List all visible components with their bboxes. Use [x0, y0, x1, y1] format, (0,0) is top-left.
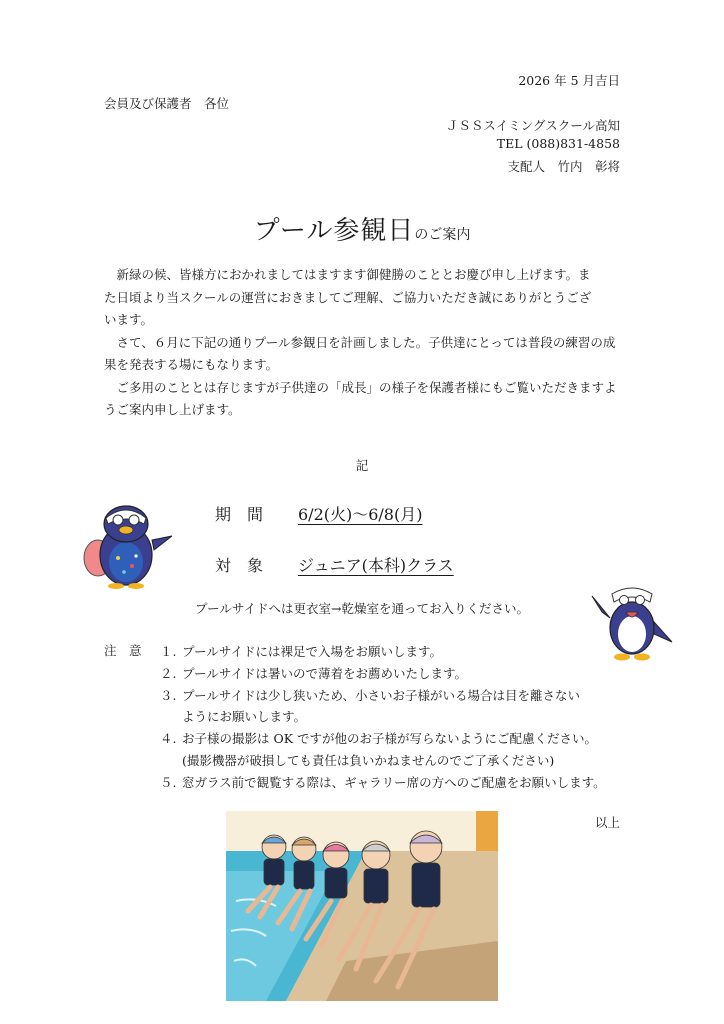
note-number: ５.: [160, 774, 177, 790]
note-item: [160, 728, 620, 750]
target-value: ジュニア(本科)クラス: [298, 556, 454, 575]
body-line: さて、６月に下記の通りプール参観日を計画しました。子供達にとっては普段の練習の成: [104, 334, 616, 350]
sender-org: ＪＳＳスイミングスクール高知: [445, 118, 620, 133]
note-number: １.: [160, 644, 177, 659]
note-text: プールサイドは少し狭いため、小さいお子様がいる場合は目を離さない: [182, 687, 581, 703]
body-line: 果を発表する場にもなります。: [104, 357, 279, 372]
note-text: (撮影機器が破損しても責任は負いかねませんのでご了承ください): [182, 752, 555, 768]
ki-heading: 記: [355, 458, 369, 473]
sender-manager: 支配人 竹内 彰将: [507, 159, 620, 174]
note-number: ２.: [160, 665, 177, 681]
sender-tel: TEL (088)831-4858: [496, 136, 620, 151]
body-line: います。: [104, 312, 154, 327]
body-text: [104, 264, 644, 422]
period-value: 6/2(火)～6/8(月): [298, 505, 423, 524]
note-text: お子様の撮影は OK ですが他のお子様が写らないようにご配慮ください。: [182, 731, 598, 747]
target-label: 対 象: [215, 556, 264, 575]
note-item: [160, 685, 620, 707]
note-text: プールサイドは暑いので薄着をお薦めいたします。: [182, 665, 468, 681]
notes-list: [160, 641, 620, 794]
notes-label: 注 意: [104, 643, 142, 658]
period-label: 期 間: [215, 505, 264, 524]
note-text: ようにお願いします。: [182, 709, 307, 725]
note-item: [160, 641, 620, 663]
note-number: ３.: [160, 687, 177, 703]
note-item: [160, 772, 620, 794]
pool-kids-illustration: [226, 811, 498, 1001]
note-item-continuation: [160, 750, 620, 772]
body-line: うご案内申し上げます。: [104, 402, 241, 417]
body-line: ご多用のこととは存じますが子供達の「成長」の様子を保護者様にもご覧いただきますよ: [104, 379, 617, 395]
note-text: 窓ガラス前で観覧する際は、ギャラリー席の方へのご配慮をお願いします。: [182, 774, 606, 790]
page-title: [0, 210, 724, 247]
date: 2026 年 5 月吉日: [518, 73, 620, 88]
note-item: [160, 663, 620, 685]
body-line: 新緑の候、皆様方におかれましてはますます御健勝のこととお慶び申し上げます。ま: [104, 267, 591, 282]
addressee: 会員及び保護者 各位: [104, 96, 230, 111]
closing: 以上: [594, 815, 620, 830]
note-number: ４.: [160, 731, 177, 747]
title-main: プール参観日: [253, 216, 415, 246]
entry-note: プールサイドへは更衣室→乾燥室を通ってお入りください。: [195, 601, 529, 616]
note-text: プールサイドには裸足で入場をお願いします。: [182, 644, 443, 659]
note-item-continuation: [160, 706, 620, 728]
title-sub: のご案内: [414, 227, 471, 243]
body-line: た日頃より当スクールの運営におきましてご理解、ご協力いただき誠にありがとうござ: [104, 289, 592, 305]
penguin-mascot-left: [76, 500, 176, 590]
